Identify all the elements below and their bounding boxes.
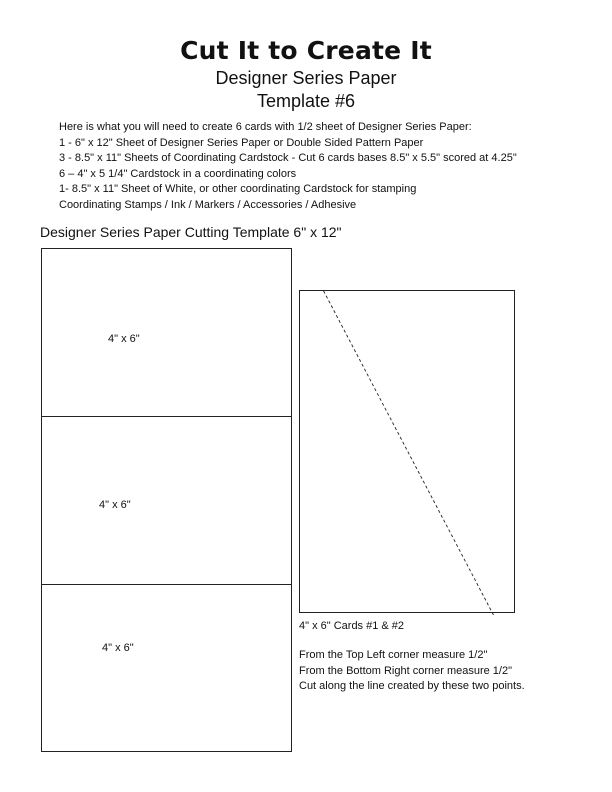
panel-size-label: 4" x 6" bbox=[108, 333, 140, 345]
document-subtitle: Designer Series Paper bbox=[215, 68, 397, 88]
instruction-line: From the Top Left corner measure 1/2" bbox=[299, 649, 488, 661]
document-title: Cut It to Create It bbox=[180, 36, 432, 65]
cutting-template-heading: Designer Series Paper Cutting Template 6" x 12" bbox=[40, 224, 342, 240]
supply-item: 1- 8.5" x 11" Sheet of White, or other coordinating Cardstock for stamping bbox=[59, 183, 417, 195]
supplies-list bbox=[59, 120, 599, 213]
cut-instructions bbox=[299, 648, 525, 695]
diagram-caption: 4" x 6" Cards #1 & #2 bbox=[299, 620, 405, 632]
supply-item: 1 - 6" x 12" Sheet of Designer Series Paper or Double Sided Pattern Paper bbox=[59, 136, 424, 149]
supplies-lead: Here is what you will need to create 6 cards with 1/2 sheet of Designer Series Paper: bbox=[59, 121, 472, 133]
supply-item: 6 – 4" x 5 1/4" Cardstock in a coordinating colors bbox=[59, 167, 297, 180]
instruction-line: Cut along the line created by these two points. bbox=[299, 680, 525, 692]
template-number: Template #6 bbox=[256, 91, 356, 111]
supply-item: Coordinating Stamps / Ink / Markers / Accessories / Adhesive bbox=[59, 198, 357, 211]
card-cut-diagram bbox=[299, 290, 517, 615]
panel-size-label: 4" x 6" bbox=[102, 642, 134, 654]
diagonal-cut-line bbox=[321, 290, 494, 615]
card-outline bbox=[300, 291, 515, 613]
template-panel-1 bbox=[41, 248, 292, 417]
supply-item: 3 - 8.5" x 11" Sheets of Coordinating Cardstock - Cut 6 cards bases 8.5" x 5.5" scored at 4.25" bbox=[59, 152, 517, 164]
instruction-line: From the Bottom Right corner measure 1/2" bbox=[299, 664, 512, 677]
template-panel-2 bbox=[41, 416, 292, 585]
panel-size-label: 4" x 6" bbox=[99, 499, 131, 511]
template-panel-3 bbox=[41, 584, 292, 752]
